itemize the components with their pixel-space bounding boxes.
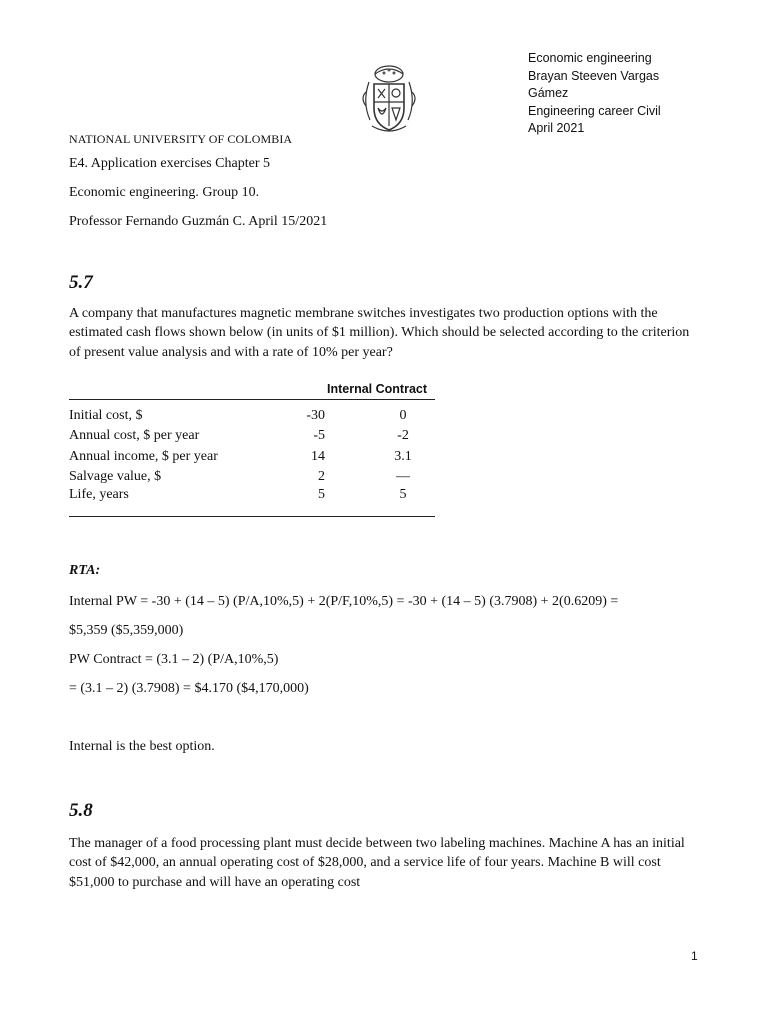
page-number: 1 <box>691 949 698 963</box>
internal-value: 14 <box>311 449 325 464</box>
author-line-date: April 2021 <box>528 121 585 136</box>
author-line-name: Brayan Steeven Vargas <box>528 68 660 83</box>
row-label: Annual cost, $ per year <box>69 428 200 443</box>
university-name: NATIONAL UNIVERSITY OF COLOMBIA <box>69 132 293 146</box>
contract-value: -2 <box>397 428 409 443</box>
section-heading-5-7: 5.7 <box>69 272 93 293</box>
author-line-subject: Economic engineering <box>528 51 652 65</box>
internal-value: 5 <box>318 487 325 502</box>
contract-value: 5 <box>399 487 407 502</box>
exercise-5-8-statement: The manager of a food processing plant must decide between two labeling machines. Machine A has an initial cost of $42,000, an annual operating cost of $28,000, and a service life of four years. Machine B will cost $51,000 to purchase and will have an operating cost <box>69 836 685 890</box>
contract-value: 3.1 <box>394 449 412 464</box>
university-crest-icon <box>356 62 422 134</box>
calc-line-contract-result: = (3.1 – 2) (3.7908) = $4.170 ($4,170,000) <box>69 681 309 696</box>
row-label: Salvage value, $ <box>69 469 162 484</box>
row-label: Initial cost, $ <box>69 408 143 423</box>
section-heading-5-8: 5.8 <box>69 800 93 821</box>
author-block <box>528 50 661 138</box>
course-line: Economic engineering. Group 10. <box>69 185 260 200</box>
contract-value: — <box>396 469 410 484</box>
table-row <box>69 487 435 507</box>
row-label: Life, years <box>69 487 129 502</box>
contract-value: 0 <box>399 408 407 423</box>
exercise-5-7-statement: A company that manufactures magnetic membrane switches investigates two production options with the estimated cash flows shown below (in units of $1 million). Which should be selected according to the criterion of present value analysis and with a rate of 10% per year? <box>69 306 690 360</box>
author-line-surname: Gámez <box>528 86 569 101</box>
row-label: Annual income, $ per year <box>69 449 218 464</box>
calc-line-contract-pw: PW Contract = (3.1 – 2) (P/A,10%,5) <box>69 652 279 667</box>
table-row <box>69 428 435 448</box>
author-line-career: Engineering career Civil <box>528 103 661 118</box>
answer-label: RTA: <box>69 563 101 578</box>
conclusion-text: Internal is the best option. <box>69 739 215 754</box>
table-row <box>69 469 435 489</box>
calc-line-internal-result: $5,359 ($5,359,000) <box>69 623 184 638</box>
table-top-rule <box>69 399 435 400</box>
professor-line: Professor Fernando Guzmán C. April 15/2021 <box>69 214 328 229</box>
calc-line-internal-pw: Internal PW = -30 + (14 – 5) (P/A,10%,5) + 2(P/F,10%,5) = -30 + (14 – 5) (3.7908) + 2(0.6209) = <box>69 594 619 609</box>
document-title: E4. Application exercises Chapter 5 <box>69 156 270 171</box>
internal-value: -5 <box>313 428 325 443</box>
table-header: Internal Contract <box>327 382 428 396</box>
internal-value: 2 <box>318 469 325 484</box>
table-bottom-rule <box>69 516 435 517</box>
internal-value: -30 <box>306 408 325 423</box>
table-row <box>69 408 435 428</box>
table-row <box>69 449 435 469</box>
